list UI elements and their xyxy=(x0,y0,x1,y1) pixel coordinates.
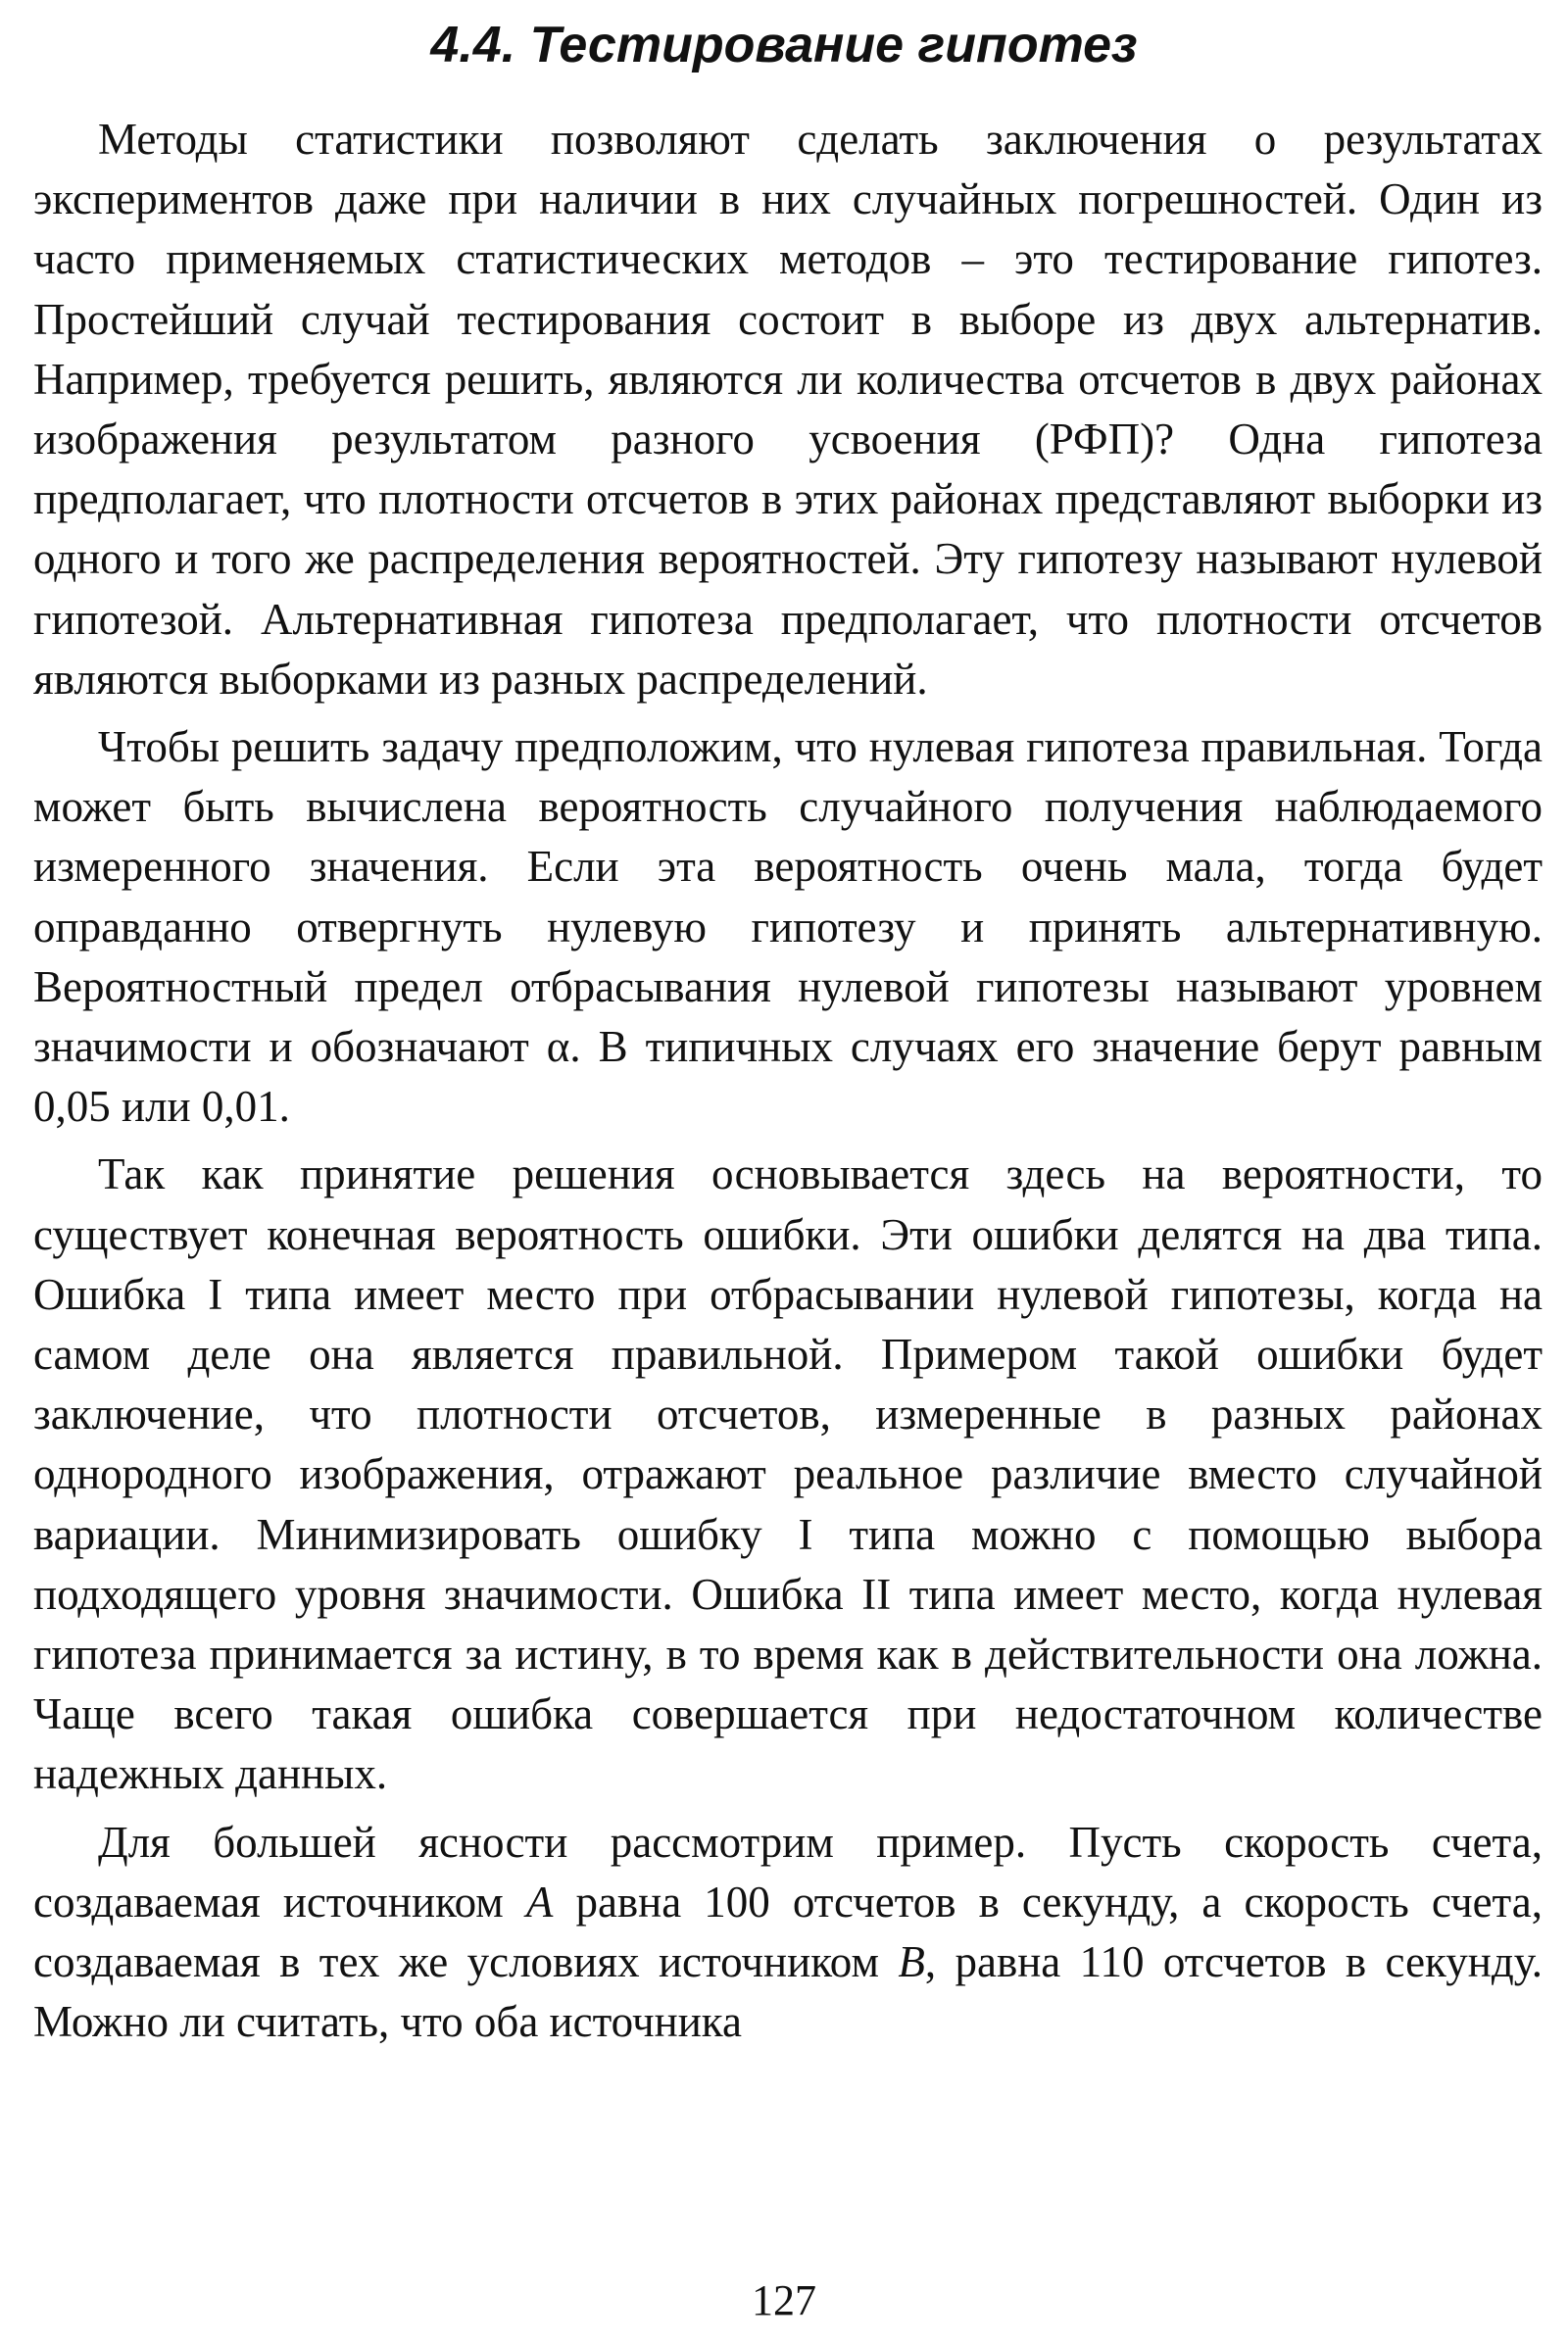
paragraph-example xyxy=(33,1813,1543,2053)
source-a-variable: A xyxy=(525,1877,554,1927)
section-title: 4.4. Тестирование гипотез xyxy=(430,17,1138,73)
example-text-part-3: , равна 110 отсчетов в секунду. Можно ли считать, что оба источника xyxy=(33,1937,1543,2047)
source-b-variable: B xyxy=(898,1937,925,1987)
paragraph-significance-level: Чтобы решить задачу предположим, что нулевая гипотеза правильная. Тогда может быть вычислена вероятность случайного получения наблюдаемого измеренного значения. Если эта вероятность очень мала, тогда будет оправданно отвергнуть нулевую гипотезу и принять альтернативную. Вероятностный предел отбрасывания нулевой гипотезы называют уровнем значимости и обозначают α. В типичных случаях его значение берут равным 0,05 или 0,01. xyxy=(33,722,1543,1132)
example-text-part-2: равна 100 отсчетов в секунду, а скорость счета, создаваемая в тех же условиях источником xyxy=(33,1877,1543,1987)
body-text xyxy=(33,110,1543,2053)
page-number: 127 xyxy=(752,2276,816,2324)
example-text-part-1: Для большей ясности рассмотрим пример. Пусть скорость счета, создаваемая источником xyxy=(33,1817,1543,1927)
paragraph-error-types: Так как принятие решения основывается здесь на вероятности, то существует конечная вероятность ошибки. Эти ошибки делятся на два типа. Ошибка I типа имеет место при отбрасывании нулевой гипотезы, когда на самом деле она является правильной. Примером такой ошибки будет заключение, что плотности отсчетов, измеренные в разных районах однородного изображения, отражают реальное различие вместо случайной вариации. Минимизировать ошибку I типа можно с помощью выбора подходящего уровня значимости. Ошибка II типа имеет место, когда нулевая гипотеза принимается за истину, в то время как в действительности она ложна. Чаще всего такая ошибка совершается при недостаточном количестве надежных данных. xyxy=(33,1149,1543,1799)
paragraph-null-hypothesis: Методы статистики позволяют сделать заключения о результатах экспериментов даже при наличии в них случайных погрешностей. Один из часто применяемых статистических методов – это тестирование гипотез. Простейший случай тестирования состоит в выборе из двух альтернатив. Например, требуется решить, являются ли количества отсчетов в двух районах изображения результатом разного усвоения (РФП)? Одна гипотеза предполагает, что плотности отсчетов в этих районах представляют выборки из одного и того же распределения вероятностей. Эту гипотезу называют нулевой гипотезой. Альтернативная гипотеза предполагает, что плотности отсчетов являются выборками из разных распределений. xyxy=(33,115,1543,704)
